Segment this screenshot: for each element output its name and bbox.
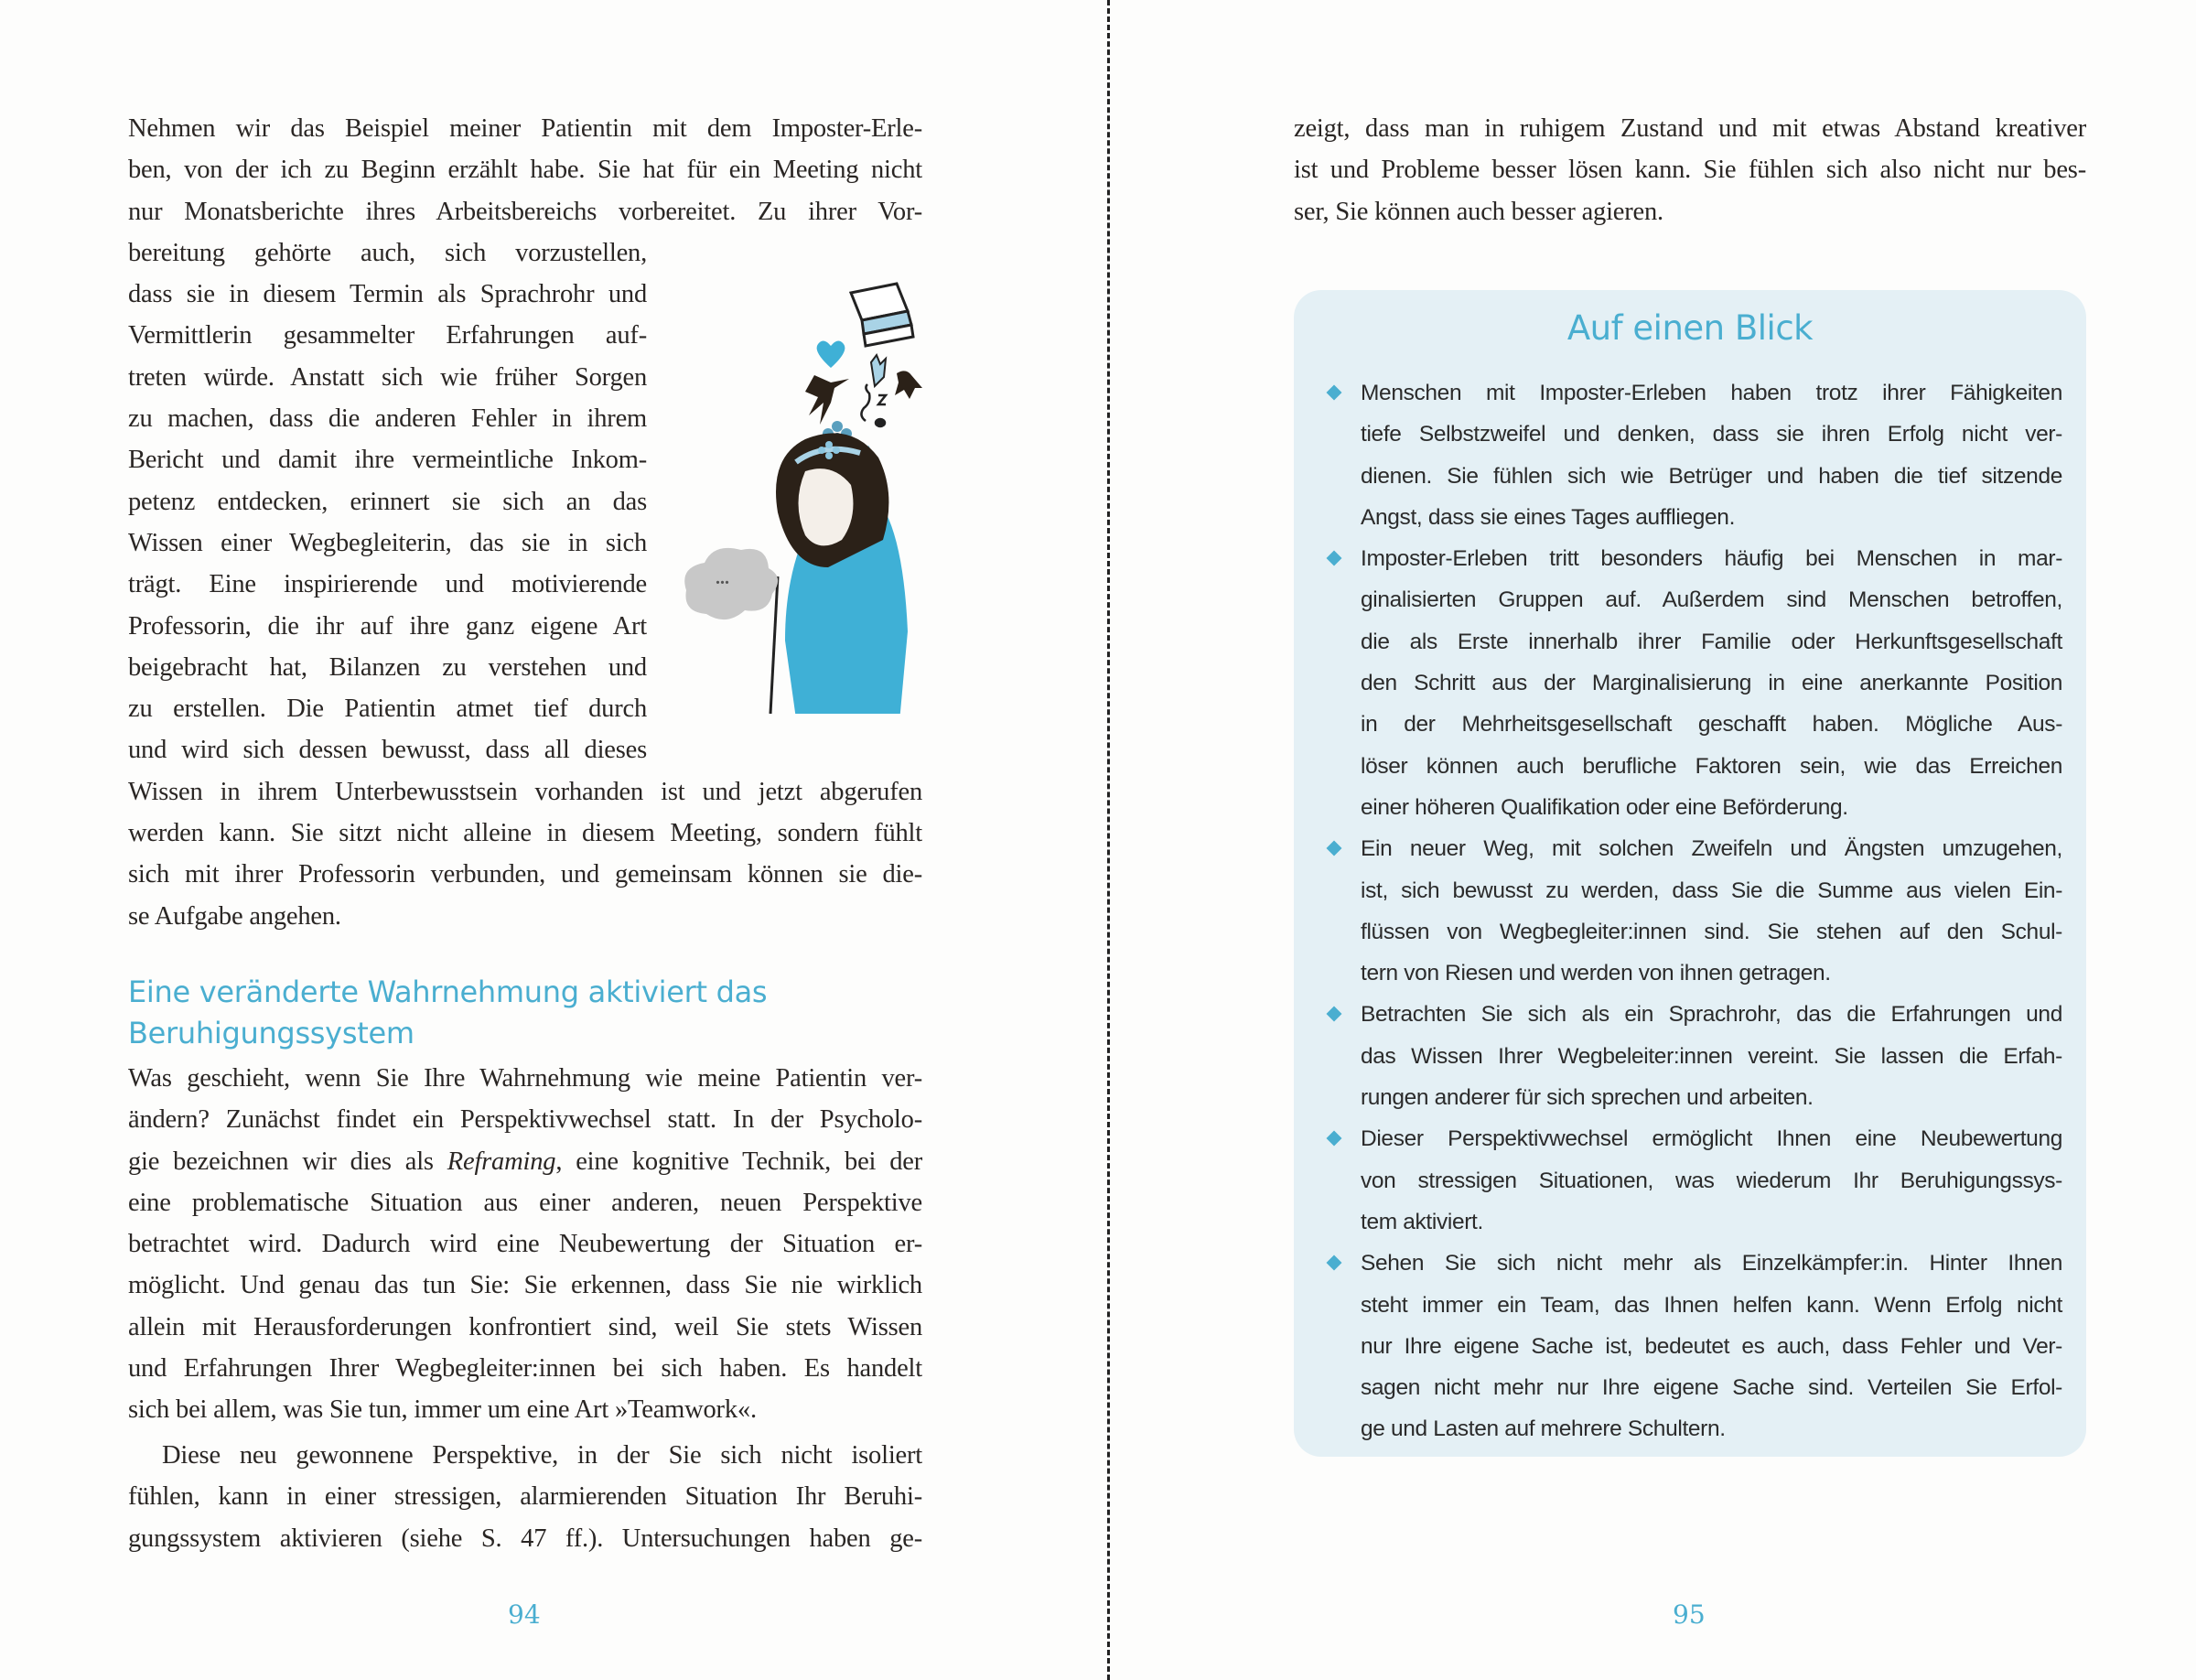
paragraph-3 xyxy=(128,1435,922,1559)
page-number: 95 xyxy=(1673,1599,1706,1630)
summary-list-item xyxy=(1361,1118,2062,1243)
text-line: Wissen in ihrem Unterbewusstsein vorhanden ist und jetzt abgerufen xyxy=(128,777,922,806)
text-line: tiefe Selbstzweifel und denken, dass sie ihren Erfolg nicht ver- xyxy=(1361,422,2062,447)
text-line: Sehen Sie sich nicht mehr als Einzelkämpfer:in. Hinter Ihnen xyxy=(1361,1251,2062,1276)
diamond-bullet-icon xyxy=(1327,1255,1342,1271)
summary-box-title: Auf einen Blick xyxy=(1566,308,1814,348)
text-line: zeigt, dass man in ruhigem Zustand und mit etwas Abstand kreativer xyxy=(1294,114,2086,143)
text-line: treten würde. Anstatt sich wie früher Sorgen xyxy=(128,362,647,392)
text-line: ginalisierten Gruppen auf. Außerdem sind Menschen betroffen, xyxy=(1361,587,2062,613)
text-segment: gie bezeichnen wir dies als xyxy=(128,1147,447,1176)
text-line: ist, sich bewusst zu werden, dass Sie die Summe aus vielen Ein- xyxy=(1361,878,2062,903)
summary-list-item xyxy=(1361,828,2062,994)
text-line: Betrachten Sie sich als ein Sprachrohr, das die Erfahrungen und xyxy=(1361,1002,2062,1028)
text-line: Imposter-Erleben tritt besonders häufig bei Menschen in mar- xyxy=(1361,546,2062,572)
text-line: Vermittlerin gesammelter Erfahrungen auf- xyxy=(128,321,647,350)
page-gutter-divider xyxy=(1107,0,1110,1680)
text-line: werden kann. Sie sitzt nicht alleine in diesem Meeting, sondern fühlt xyxy=(128,819,922,848)
thought-cloud-text: ... xyxy=(716,568,729,588)
section-heading-line: Eine veränderte Wahrnehmung aktiviert das xyxy=(128,975,768,1009)
text-line: betrachtet wird. Dadurch wird eine Neubewertung der Situation er- xyxy=(128,1230,922,1259)
music-notes-icon xyxy=(861,384,886,426)
section-heading xyxy=(128,972,767,1054)
diamond-bullet-icon xyxy=(1327,1007,1342,1022)
text-line: eine problematische Situation aus einer anderen, neuen Perspektive xyxy=(128,1188,922,1217)
woman-figure xyxy=(770,433,908,714)
text-line: und wird sich dessen bewusst, dass all dieses xyxy=(128,736,647,765)
text-line: von stressigen Situationen, was wiederum Ihr Beruhigungssys- xyxy=(1361,1168,2062,1193)
text-line xyxy=(128,1141,922,1182)
woman-thinking-illustration xyxy=(668,275,924,714)
text-segment: , eine kognitive Technik, bei der xyxy=(555,1147,922,1176)
dancing-figure-icon xyxy=(805,375,849,425)
text-line: Menschen mit Imposter-Erleben haben trotz ihrer Fähigkeiten xyxy=(1361,381,2062,405)
text-line: Diese neu gewonnene Perspektive, in der Sie sich nicht isoliert xyxy=(162,1441,922,1470)
diamond-bullet-icon xyxy=(1327,1131,1342,1147)
paragraph-continued xyxy=(1294,108,2086,232)
text-line: nur Monatsberichte ihres Arbeitsbereichs vorbereitet. Zu ihrer Vor- xyxy=(128,197,922,226)
text-line: bereitung gehörte auch, sich vorzustellen, xyxy=(128,238,647,267)
text-line: möglicht. Und genau das tun Sie: Sie erkennen, dass Sie nie wirklich xyxy=(128,1271,922,1300)
summary-list-item xyxy=(1361,994,2062,1118)
italic-term: Reframing xyxy=(447,1147,556,1176)
diamond-bullet-icon xyxy=(1327,385,1342,401)
text-line: zu erstellen. Die Patientin atmet tief durch xyxy=(128,695,647,724)
text-line: dienen. Sie fühlen sich wie Betrüger und haben die tief sitzende xyxy=(1361,463,2062,489)
text-line: einer höheren Qualifikation oder eine Beförderung. xyxy=(1361,794,1848,820)
flower-bud-icon xyxy=(871,355,886,386)
text-line: tem aktiviert. xyxy=(1361,1209,1483,1234)
text-line: ser, Sie können auch besser agieren. xyxy=(1294,197,1663,226)
text-line: flüssen von Wegbegleiter:innen sind. Sie stehen auf den Schul- xyxy=(1361,919,2062,944)
text-line: den Schritt aus der Marginalisierung in eine anerkannte Position xyxy=(1361,671,2062,696)
text-line: trägt. Eine inspirierende und motivierende xyxy=(128,570,647,599)
diamond-bullet-icon xyxy=(1327,551,1342,566)
text-line: und Erfahrungen Ihrer Wegbegleiter:innen bei sich haben. Es handelt xyxy=(128,1354,922,1384)
text-line: se Aufgabe angehen. xyxy=(128,901,341,931)
text-line: Dieser Perspektivwechsel ermöglicht Ihnen eine Neubewertung xyxy=(1361,1126,2062,1152)
text-line: ge und Lasten auf mehrere Schultern. xyxy=(1361,1416,1726,1442)
text-line: Nehmen wir das Beispiel meiner Patientin mit dem Imposter-Erle- xyxy=(128,114,922,143)
right-page xyxy=(1118,0,2196,1680)
text-line: sich mit ihrer Professorin verbunden, und gemeinsam können sie die- xyxy=(128,860,922,889)
text-line: die als Erste innerhalb ihrer Familie oder Herkunftsgesellschaft xyxy=(1361,629,2062,654)
text-line: gungssystem aktivieren (siehe S. 47 ff.). Untersuchungen haben ge- xyxy=(128,1524,922,1553)
text-line: löser können auch berufliche Faktoren sein, wie das Erreichen xyxy=(1361,753,2062,779)
text-line: petenz entdecken, erinnert sie sich an das xyxy=(128,487,647,516)
section-heading-line: Beruhigungssystem xyxy=(128,1016,414,1050)
dog-icon xyxy=(895,371,922,399)
books-icon xyxy=(851,284,913,346)
summary-list-item xyxy=(1361,538,2062,828)
text-line: Professorin, die ihr auf ihre ganz eigene Art xyxy=(128,611,647,641)
text-line: steht immer ein Team, das Ihnen helfen kann. Wenn Erfolg nicht xyxy=(1361,1292,2062,1318)
text-line: dass sie in diesem Termin als Sprachrohr und xyxy=(128,280,647,309)
diamond-bullet-icon xyxy=(1327,841,1342,856)
text-line: Wissen einer Wegbegleiterin, das sie in sich xyxy=(128,528,647,557)
thought-cloud xyxy=(684,548,778,619)
paragraph-2 xyxy=(128,1058,922,1431)
text-line: allein mit Herausforderungen konfrontiert sind, weil Sie stets Wissen xyxy=(128,1312,922,1341)
heart-icon xyxy=(817,340,845,368)
text-line: beigebracht hat, Bilanzen zu verstehen und xyxy=(128,652,647,682)
text-line: in der Mehrheitsgesellschaft geschafft haben. Mögliche Aus- xyxy=(1361,712,2062,738)
text-line: fühlen, kann in einer stressigen, alarmierenden Situation Ihr Beruhi- xyxy=(128,1482,922,1512)
text-line: Ein neuer Weg, mit solchen Zweifeln und Ängsten umzugehen, xyxy=(1361,836,2062,862)
summary-list-item xyxy=(1361,1243,2062,1449)
text-line: Bericht und damit ihre vermeintliche Inkom- xyxy=(128,446,647,475)
text-line: ändern? Zunächst findet ein Perspektivwechsel statt. In der Psycholo- xyxy=(128,1105,922,1135)
text-line: Was geschieht, wenn Sie Ihre Wahrnehmung wie meine Patientin ver- xyxy=(128,1064,922,1093)
page-number: 94 xyxy=(508,1599,541,1630)
text-line: zu machen, dass die anderen Fehler in ihrem xyxy=(128,404,647,434)
summary-list-item xyxy=(1361,372,2062,538)
text-line: tern von Riesen und werden von ihnen getragen. xyxy=(1361,961,1831,986)
summary-list xyxy=(1361,372,2062,1450)
text-line: ist und Probleme besser lösen kann. Sie fühlen sich also nicht nur bes- xyxy=(1294,156,2086,185)
text-line: sich bei allem, was Sie tun, immer um eine Art »Teamwork«. xyxy=(128,1395,757,1425)
summary-box xyxy=(1294,290,2086,1457)
text-line: nur Ihre eigene Sache ist, bedeutet es auch, dass Fehler und Ver- xyxy=(1361,1333,2062,1359)
text-line: das Wissen Ihrer Wegbeleiter:innen vereint. Sie lassen die Erfah- xyxy=(1361,1043,2062,1069)
text-line: rungen anderer für sich sprechen und arbeiten. xyxy=(1361,1085,1814,1111)
text-line: ben, von der ich zu Beginn erzählt habe. Sie hat für ein Meeting nicht xyxy=(128,156,922,185)
text-line: sagen nicht mehr nur Ihre eigene Sache sind. Verteilen Sie Erfol- xyxy=(1361,1375,2062,1401)
text-line: Angst, dass sie eines Tages auffliegen. xyxy=(1361,504,1736,530)
